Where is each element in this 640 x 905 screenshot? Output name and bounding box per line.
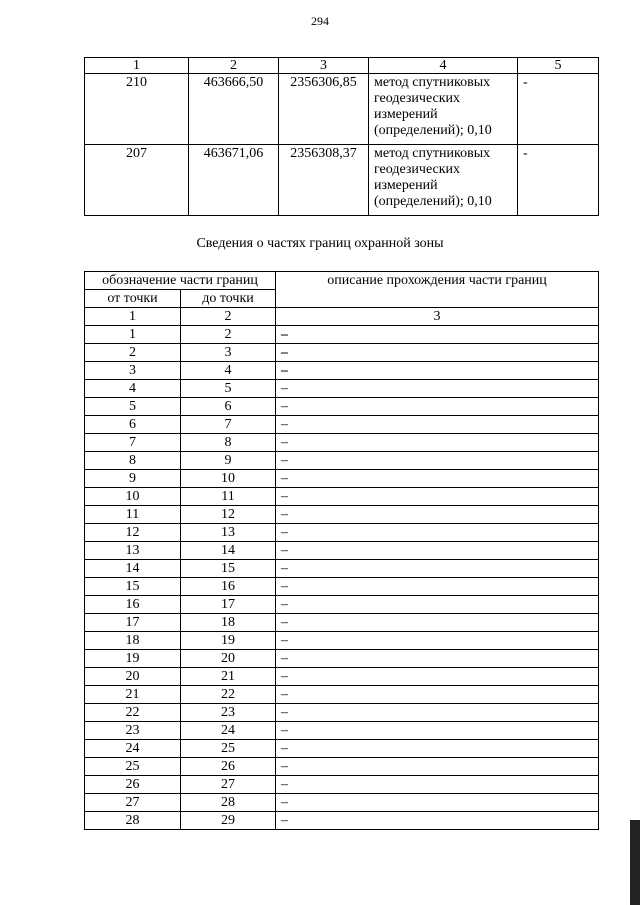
to-point: 21 — [181, 668, 276, 686]
x-coordinate: 463666,50 — [189, 74, 279, 145]
from-point: 14 — [85, 560, 181, 578]
to-point: 15 — [181, 560, 276, 578]
to-point: 18 — [181, 614, 276, 632]
part-description: – — [276, 578, 599, 596]
from-point: 23 — [85, 722, 181, 740]
table-row — [85, 344, 599, 362]
from-point: 19 — [85, 650, 181, 668]
from-point: 8 — [85, 452, 181, 470]
to-point: 8 — [181, 434, 276, 452]
part-description: – — [276, 326, 599, 344]
table-row — [85, 686, 599, 704]
part-description: – — [276, 704, 599, 722]
to-point: 4 — [181, 362, 276, 380]
y-coordinate: 2356306,85 — [279, 74, 369, 145]
from-point: 17 — [85, 614, 181, 632]
from-point: 18 — [85, 632, 181, 650]
table-row — [85, 524, 599, 542]
to-point: 23 — [181, 704, 276, 722]
table-row — [85, 740, 599, 758]
from-point: 15 — [85, 578, 181, 596]
from-point: 2 — [85, 344, 181, 362]
note: - — [518, 145, 599, 216]
page-number: 294 — [311, 14, 329, 28]
table-row — [85, 632, 599, 650]
from-point: 22 — [85, 704, 181, 722]
table-row — [85, 614, 599, 632]
part-description: – — [276, 776, 599, 794]
from-point: 28 — [85, 812, 181, 830]
coordinates-table-header — [85, 58, 599, 74]
part-description: – — [276, 434, 599, 452]
header-from: от точки — [85, 290, 181, 308]
from-point: 16 — [85, 596, 181, 614]
table-row — [85, 488, 599, 506]
from-point: 5 — [85, 398, 181, 416]
table-row — [85, 560, 599, 578]
from-point: 1 — [85, 326, 181, 344]
table-row — [85, 758, 599, 776]
to-point: 25 — [181, 740, 276, 758]
from-point: 13 — [85, 542, 181, 560]
table-row — [85, 794, 599, 812]
part-description: – — [276, 596, 599, 614]
part-description: – — [276, 470, 599, 488]
from-point: 3 — [85, 362, 181, 380]
table-row — [85, 542, 599, 560]
table-row — [85, 668, 599, 686]
to-point: 6 — [181, 398, 276, 416]
section-title: Сведения о частях границ охранной зоны — [196, 236, 444, 251]
from-point: 6 — [85, 416, 181, 434]
table-row — [85, 650, 599, 668]
to-point: 28 — [181, 794, 276, 812]
part-description: – — [276, 452, 599, 470]
to-point: 3 — [181, 344, 276, 362]
part-description: – — [276, 524, 599, 542]
to-point: 14 — [181, 542, 276, 560]
part-description: – — [276, 794, 599, 812]
part-description: – — [276, 686, 599, 704]
to-point: 7 — [181, 416, 276, 434]
header-group: обозначение части границ — [85, 272, 276, 290]
table-row — [85, 145, 599, 216]
to-point: 13 — [181, 524, 276, 542]
table-row — [85, 416, 599, 434]
part-description: – — [276, 398, 599, 416]
col-header: 2 — [189, 58, 279, 74]
table-row — [85, 326, 599, 344]
boundary-parts-table — [84, 271, 599, 830]
to-point: 10 — [181, 470, 276, 488]
from-point: 4 — [85, 380, 181, 398]
to-point: 16 — [181, 578, 276, 596]
col-number: 3 — [276, 308, 599, 326]
to-point: 5 — [181, 380, 276, 398]
to-point: 27 — [181, 776, 276, 794]
table-row — [85, 362, 599, 380]
from-point: 12 — [85, 524, 181, 542]
to-point: 11 — [181, 488, 276, 506]
table-row — [85, 506, 599, 524]
parts-table-body — [85, 326, 599, 830]
to-point: 19 — [181, 632, 276, 650]
col-number: 1 — [85, 308, 181, 326]
part-description: – — [276, 542, 599, 560]
part-description: – — [276, 416, 599, 434]
point-number: 210 — [85, 74, 189, 145]
table-row — [85, 470, 599, 488]
to-point: 24 — [181, 722, 276, 740]
part-description: – — [276, 668, 599, 686]
table-row — [85, 722, 599, 740]
from-point: 9 — [85, 470, 181, 488]
part-description: – — [276, 380, 599, 398]
table-row — [85, 380, 599, 398]
point-number: 207 — [85, 145, 189, 216]
from-point: 25 — [85, 758, 181, 776]
part-description: – — [276, 344, 599, 362]
col-number: 2 — [181, 308, 276, 326]
part-description: – — [276, 632, 599, 650]
table-row — [85, 578, 599, 596]
to-point: 12 — [181, 506, 276, 524]
part-description: – — [276, 722, 599, 740]
from-point: 10 — [85, 488, 181, 506]
to-point: 20 — [181, 650, 276, 668]
part-description: – — [276, 560, 599, 578]
header-description: описание прохождения части границ — [276, 272, 599, 308]
table-row — [85, 704, 599, 722]
part-description: – — [276, 614, 599, 632]
part-description: – — [276, 812, 599, 830]
col-header: 1 — [85, 58, 189, 74]
to-point: 26 — [181, 758, 276, 776]
part-description: – — [276, 758, 599, 776]
to-point: 17 — [181, 596, 276, 614]
scan-edge — [630, 820, 640, 905]
part-description: – — [276, 488, 599, 506]
from-point: 20 — [85, 668, 181, 686]
part-description: – — [276, 650, 599, 668]
part-description: – — [276, 362, 599, 380]
from-point: 26 — [85, 776, 181, 794]
table-row — [85, 74, 599, 145]
x-coordinate: 463671,06 — [189, 145, 279, 216]
from-point: 11 — [85, 506, 181, 524]
table-row — [85, 776, 599, 794]
from-point: 24 — [85, 740, 181, 758]
table-header-row — [85, 272, 599, 290]
method-description: метод спутниковых геодезических измерений (определений); 0,10 — [369, 74, 518, 145]
to-point: 22 — [181, 686, 276, 704]
col-header: 5 — [518, 58, 599, 74]
method-description: метод спутниковых геодезических измерений (определений); 0,10 — [369, 145, 518, 216]
col-header: 4 — [369, 58, 518, 74]
table-row — [85, 452, 599, 470]
coordinates-table — [84, 57, 599, 216]
from-point: 21 — [85, 686, 181, 704]
col-header: 3 — [279, 58, 369, 74]
y-coordinate: 2356308,37 — [279, 145, 369, 216]
table-row — [85, 398, 599, 416]
table-row — [85, 812, 599, 830]
part-description: – — [276, 506, 599, 524]
from-point: 27 — [85, 794, 181, 812]
table-row — [85, 596, 599, 614]
header-to: до точки — [181, 290, 276, 308]
part-description: – — [276, 740, 599, 758]
column-number-row — [85, 308, 599, 326]
to-point: 29 — [181, 812, 276, 830]
note: - — [518, 74, 599, 145]
table-row — [85, 434, 599, 452]
to-point: 2 — [181, 326, 276, 344]
to-point: 9 — [181, 452, 276, 470]
from-point: 7 — [85, 434, 181, 452]
